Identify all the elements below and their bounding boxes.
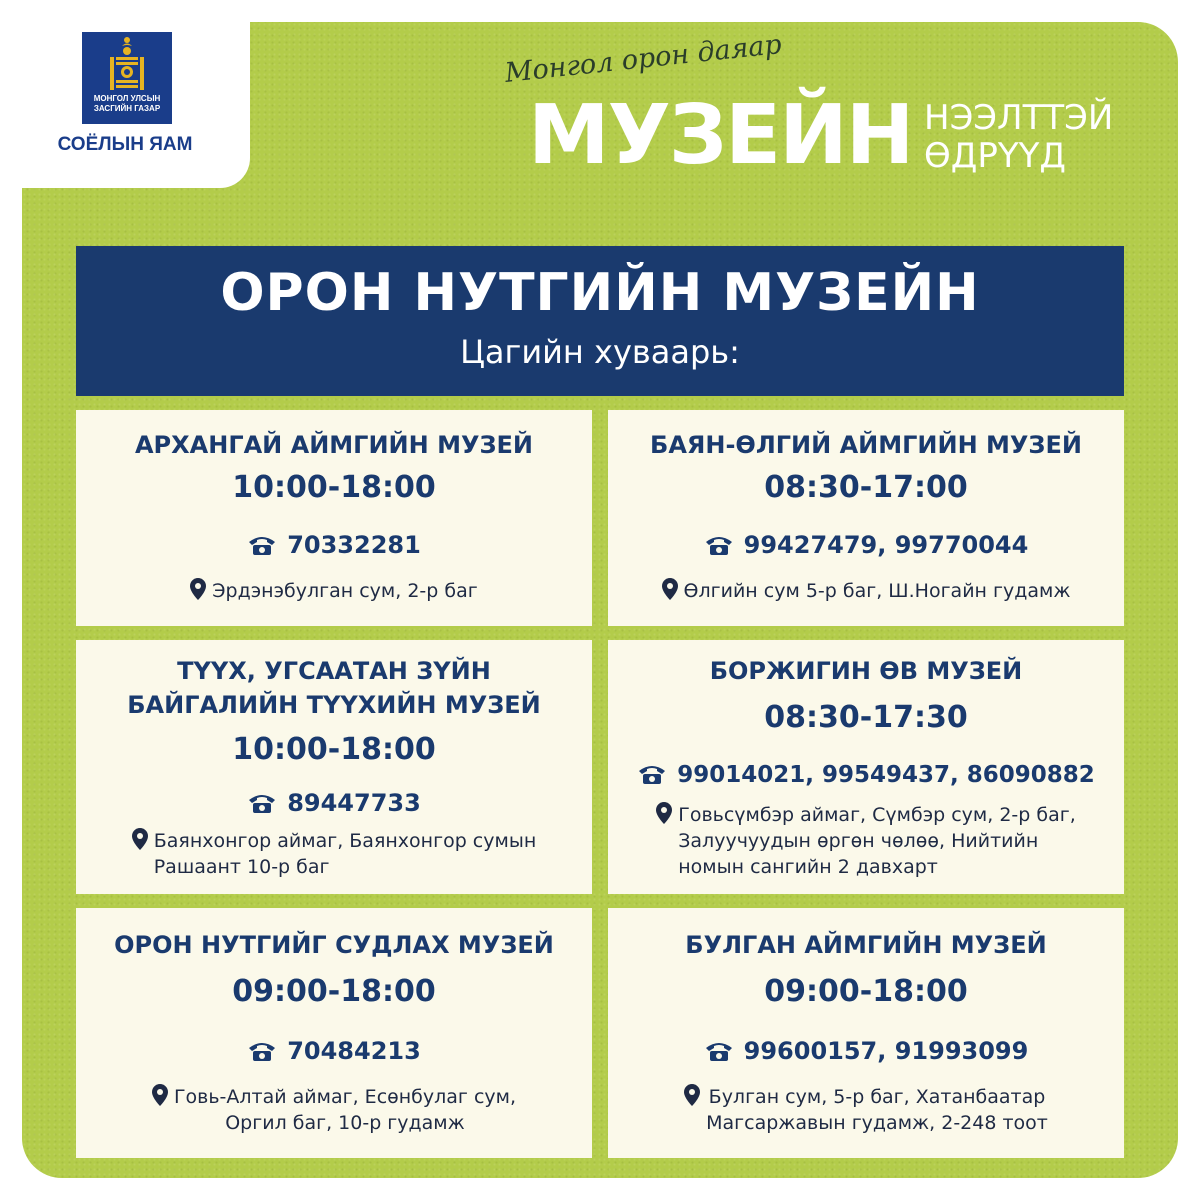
museum-name-line-2: БАЙГАЛИЙН ТҮҮХИЙН МУЗЕЙ	[127, 691, 541, 719]
location-pin-icon	[152, 1084, 168, 1106]
museum-address	[608, 578, 1124, 604]
museum-card	[608, 908, 1124, 1158]
phone-number: 70332281	[287, 531, 421, 559]
museum-phone	[608, 530, 1124, 560]
museum-phone	[76, 788, 592, 818]
phone-number: 89447733	[287, 789, 421, 817]
headline-big-word: МУЗЕЙН	[528, 88, 913, 183]
museum-address	[76, 1084, 592, 1136]
address-line: Магсаржавын гудамж, 2-248 тоот	[706, 1112, 1048, 1134]
museum-address	[76, 828, 592, 880]
museum-card	[76, 640, 592, 894]
address-line: номын сангийн 2 давхарт	[678, 856, 938, 878]
banner-title: ОРОН НУТГИЙН МУЗЕЙН	[220, 263, 980, 323]
banner-subtitle: Цагийн хуваарь:	[460, 333, 740, 371]
location-pin-icon	[684, 1084, 700, 1106]
museum-name: АРХАНГАЙ АЙМГИЙН МУЗЕЙ	[134, 431, 533, 459]
museum-phone	[608, 760, 1124, 790]
museum-address	[608, 1084, 1124, 1136]
museum-name: БАЯН-ӨЛГИЙ АЙМГИЙН МУЗЕЙ	[650, 431, 1082, 459]
headline-tag-line-2: ӨДРҮҮД	[924, 136, 1066, 176]
location-pin-icon	[656, 802, 672, 824]
address-line: Баянхонгор аймаг, Баянхонгор сумын	[153, 830, 537, 852]
museum-card	[76, 410, 592, 626]
address-line: Говь-Алтай аймаг, Есөнбулаг сум,	[173, 1086, 517, 1108]
museum-hours: 09:00-18:00	[764, 974, 968, 1009]
museum-card	[608, 410, 1124, 626]
ministry-name: СОЁЛЫН ЯАМ	[57, 134, 193, 155]
address-line: Булган сум, 5-р баг, Хатанбаатар	[708, 1086, 1046, 1108]
location-pin-icon	[662, 578, 678, 600]
museum-address	[76, 578, 592, 604]
museum-name: БУЛГАН АЙМГИЙН МУЗЕЙ	[685, 931, 1047, 959]
headline-tag-line-1: НЭЭЛТТЭЙ	[924, 98, 1114, 138]
phone-icon	[704, 534, 734, 556]
script-tagline: Монгол орон даяар	[503, 29, 784, 89]
address-line: Залуучуудын өргөн чөлөө, Нийтийн	[678, 830, 1039, 852]
museum-hours: 10:00-18:00	[232, 470, 436, 505]
phone-icon	[704, 1040, 734, 1062]
museum-name: ОРОН НУТГИЙГ СУДЛАХ МУЗЕЙ	[114, 931, 554, 959]
museum-name-line-1: ТҮҮХ, УГСААТАН ЗҮЙН	[177, 657, 491, 685]
museum-hours: 09:00-18:00	[232, 974, 436, 1009]
museum-address	[608, 802, 1124, 880]
museum-hours: 08:30-17:00	[764, 470, 968, 505]
museum-card	[76, 908, 592, 1158]
phone-number: 99427479, 99770044	[743, 531, 1029, 559]
address-line: Эрдэнэбулган сум, 2-р баг	[212, 580, 478, 602]
address-line: Өлгийн сум 5-р баг, Ш.Ногайн гудамж	[683, 580, 1071, 602]
title-banner	[76, 246, 1124, 396]
museum-hours: 10:00-18:00	[232, 732, 436, 767]
government-emblem	[82, 32, 172, 124]
address-line: Оргил баг, 10-р гудамж	[225, 1112, 465, 1134]
logo-panel	[0, 0, 250, 188]
address-line: Говьсүмбэр аймаг, Сүмбэр сум, 2-р баг,	[678, 804, 1076, 826]
phone-icon	[247, 792, 277, 814]
phone-number: 70484213	[287, 1037, 421, 1065]
phone-icon	[637, 763, 667, 785]
museum-phone	[608, 1036, 1124, 1066]
location-pin-icon	[190, 578, 206, 600]
emblem-caption-line-1: МОНГОЛ УЛСЫН	[93, 94, 161, 103]
phone-number: 99014021, 99549437, 86090882	[677, 762, 1095, 788]
museum-phone	[76, 1036, 592, 1066]
phone-icon	[247, 1040, 277, 1062]
museum-hours: 08:30-17:30	[764, 700, 968, 735]
museum-card	[608, 640, 1124, 894]
emblem-caption-line-2: ЗАСГИЙН ГАЗАР	[93, 104, 161, 113]
phone-icon	[247, 534, 277, 556]
phone-number: 99600157, 91993099	[743, 1037, 1029, 1065]
address-line: Рашаант 10-р баг	[153, 856, 330, 878]
location-pin-icon	[132, 828, 148, 850]
museum-name: БОРЖИГИН ӨВ МУЗЕЙ	[709, 657, 1023, 685]
museum-phone	[76, 530, 592, 560]
